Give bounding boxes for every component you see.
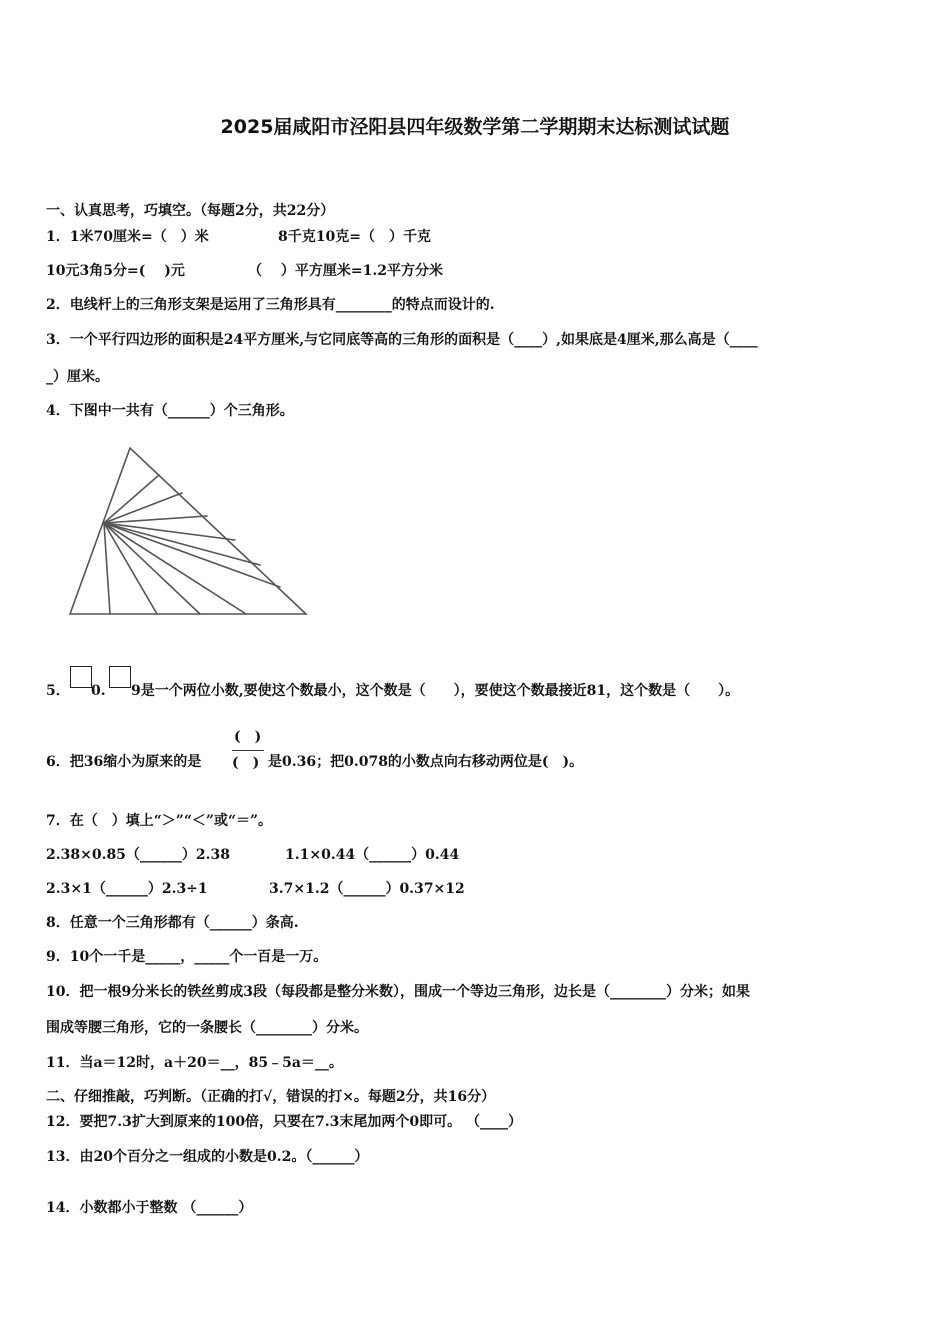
section-1-heading: 一、认真思考，巧填空。（每题2分，共22分） — [46, 203, 335, 219]
question-10-line1: 10．把一根9分米长的铁丝剪成3段（每段都是整分米数），围成一个等边三角形，边长是（________）分米；如果 — [46, 984, 750, 1000]
section-2-heading: 二、仔细推敲，巧判断。（正确的打√，错误的打×。每题2分，共16分） — [46, 1089, 496, 1105]
question-3-line1: 3．一个平行四边形的面积是24平方厘米,与它同底等高的三角形的面积是（____）,如果底是4厘米,那么高是（____ — [46, 332, 758, 348]
fraction-numerator: ( ) — [234, 729, 262, 745]
question-5-text: 9是一个两位小数,要使这个数最小，这个数是（ ），要使这个数最接近81，这个数是（ ）。 — [131, 683, 740, 699]
question-13: 13．由20个百分之一组成的小数是0.2。（______） — [46, 1149, 369, 1165]
question-3-line2: _）厘米。 — [46, 369, 109, 385]
question-10-line2: 围成等腰三角形，它的一条腰长（________）分米。 — [46, 1020, 368, 1036]
question-5-number: 5． — [46, 683, 70, 699]
question-9: 9．10个一千是_____，_____个一百是一万。 — [46, 949, 328, 965]
question-12: 12．要把7.3扩大到原来的100倍，只要在7.3末尾加两个0即可。 （____） — [46, 1114, 523, 1130]
fraction-denominator: ( ) — [232, 755, 260, 771]
digit-box-1 — [70, 666, 92, 688]
question-7d: 3.7×1.2（______）0.37×12 — [269, 881, 465, 897]
question-1a: 1．1米70厘米=（ ）米 — [46, 229, 209, 245]
question-1b: 8千克10克=（ ）千克 — [278, 229, 431, 245]
question-2: 2．电线杆上的三角形支架是运用了三角形具有________的特点而设计的. — [46, 297, 495, 313]
question-5-decimal-point: 0. — [91, 683, 106, 699]
question-14: 14．小数都小于整数 （______） — [46, 1200, 253, 1216]
digit-box-2 — [109, 666, 131, 688]
question-6-suffix: 是0.36；把0.078的小数点向右移动两位是( )。 — [268, 754, 584, 770]
question-7c: 2.3×1（______）2.3÷1 — [46, 881, 208, 897]
question-8: 8．任意一个三角形都有（______）条高. — [46, 915, 299, 931]
question-11: 11．当a＝12时，a＋20＝__，85﹣5a＝__。 — [46, 1055, 343, 1071]
triangle-figure — [60, 440, 320, 630]
question-6-prefix: 6．把36缩小为原来的是 — [46, 754, 202, 770]
fraction-bar — [232, 750, 264, 751]
question-1d: （ ）平方厘米=1.2平方分米 — [248, 263, 443, 279]
question-7a: 2.38×0.85（______）2.38 — [46, 847, 231, 863]
question-1c: 10元3角5分=( )元 — [46, 263, 185, 279]
page-title: 2025届咸阳市泾阳县四年级数学第二学期期末达标测试试题 — [220, 116, 730, 138]
question-7: 7．在（ ）填上“＞”“＜”或“＝”。 — [46, 813, 273, 829]
question-4: 4．下图中一共有（______）个三角形。 — [46, 403, 294, 419]
question-7b: 1.1×0.44（______）0.44 — [285, 847, 460, 863]
